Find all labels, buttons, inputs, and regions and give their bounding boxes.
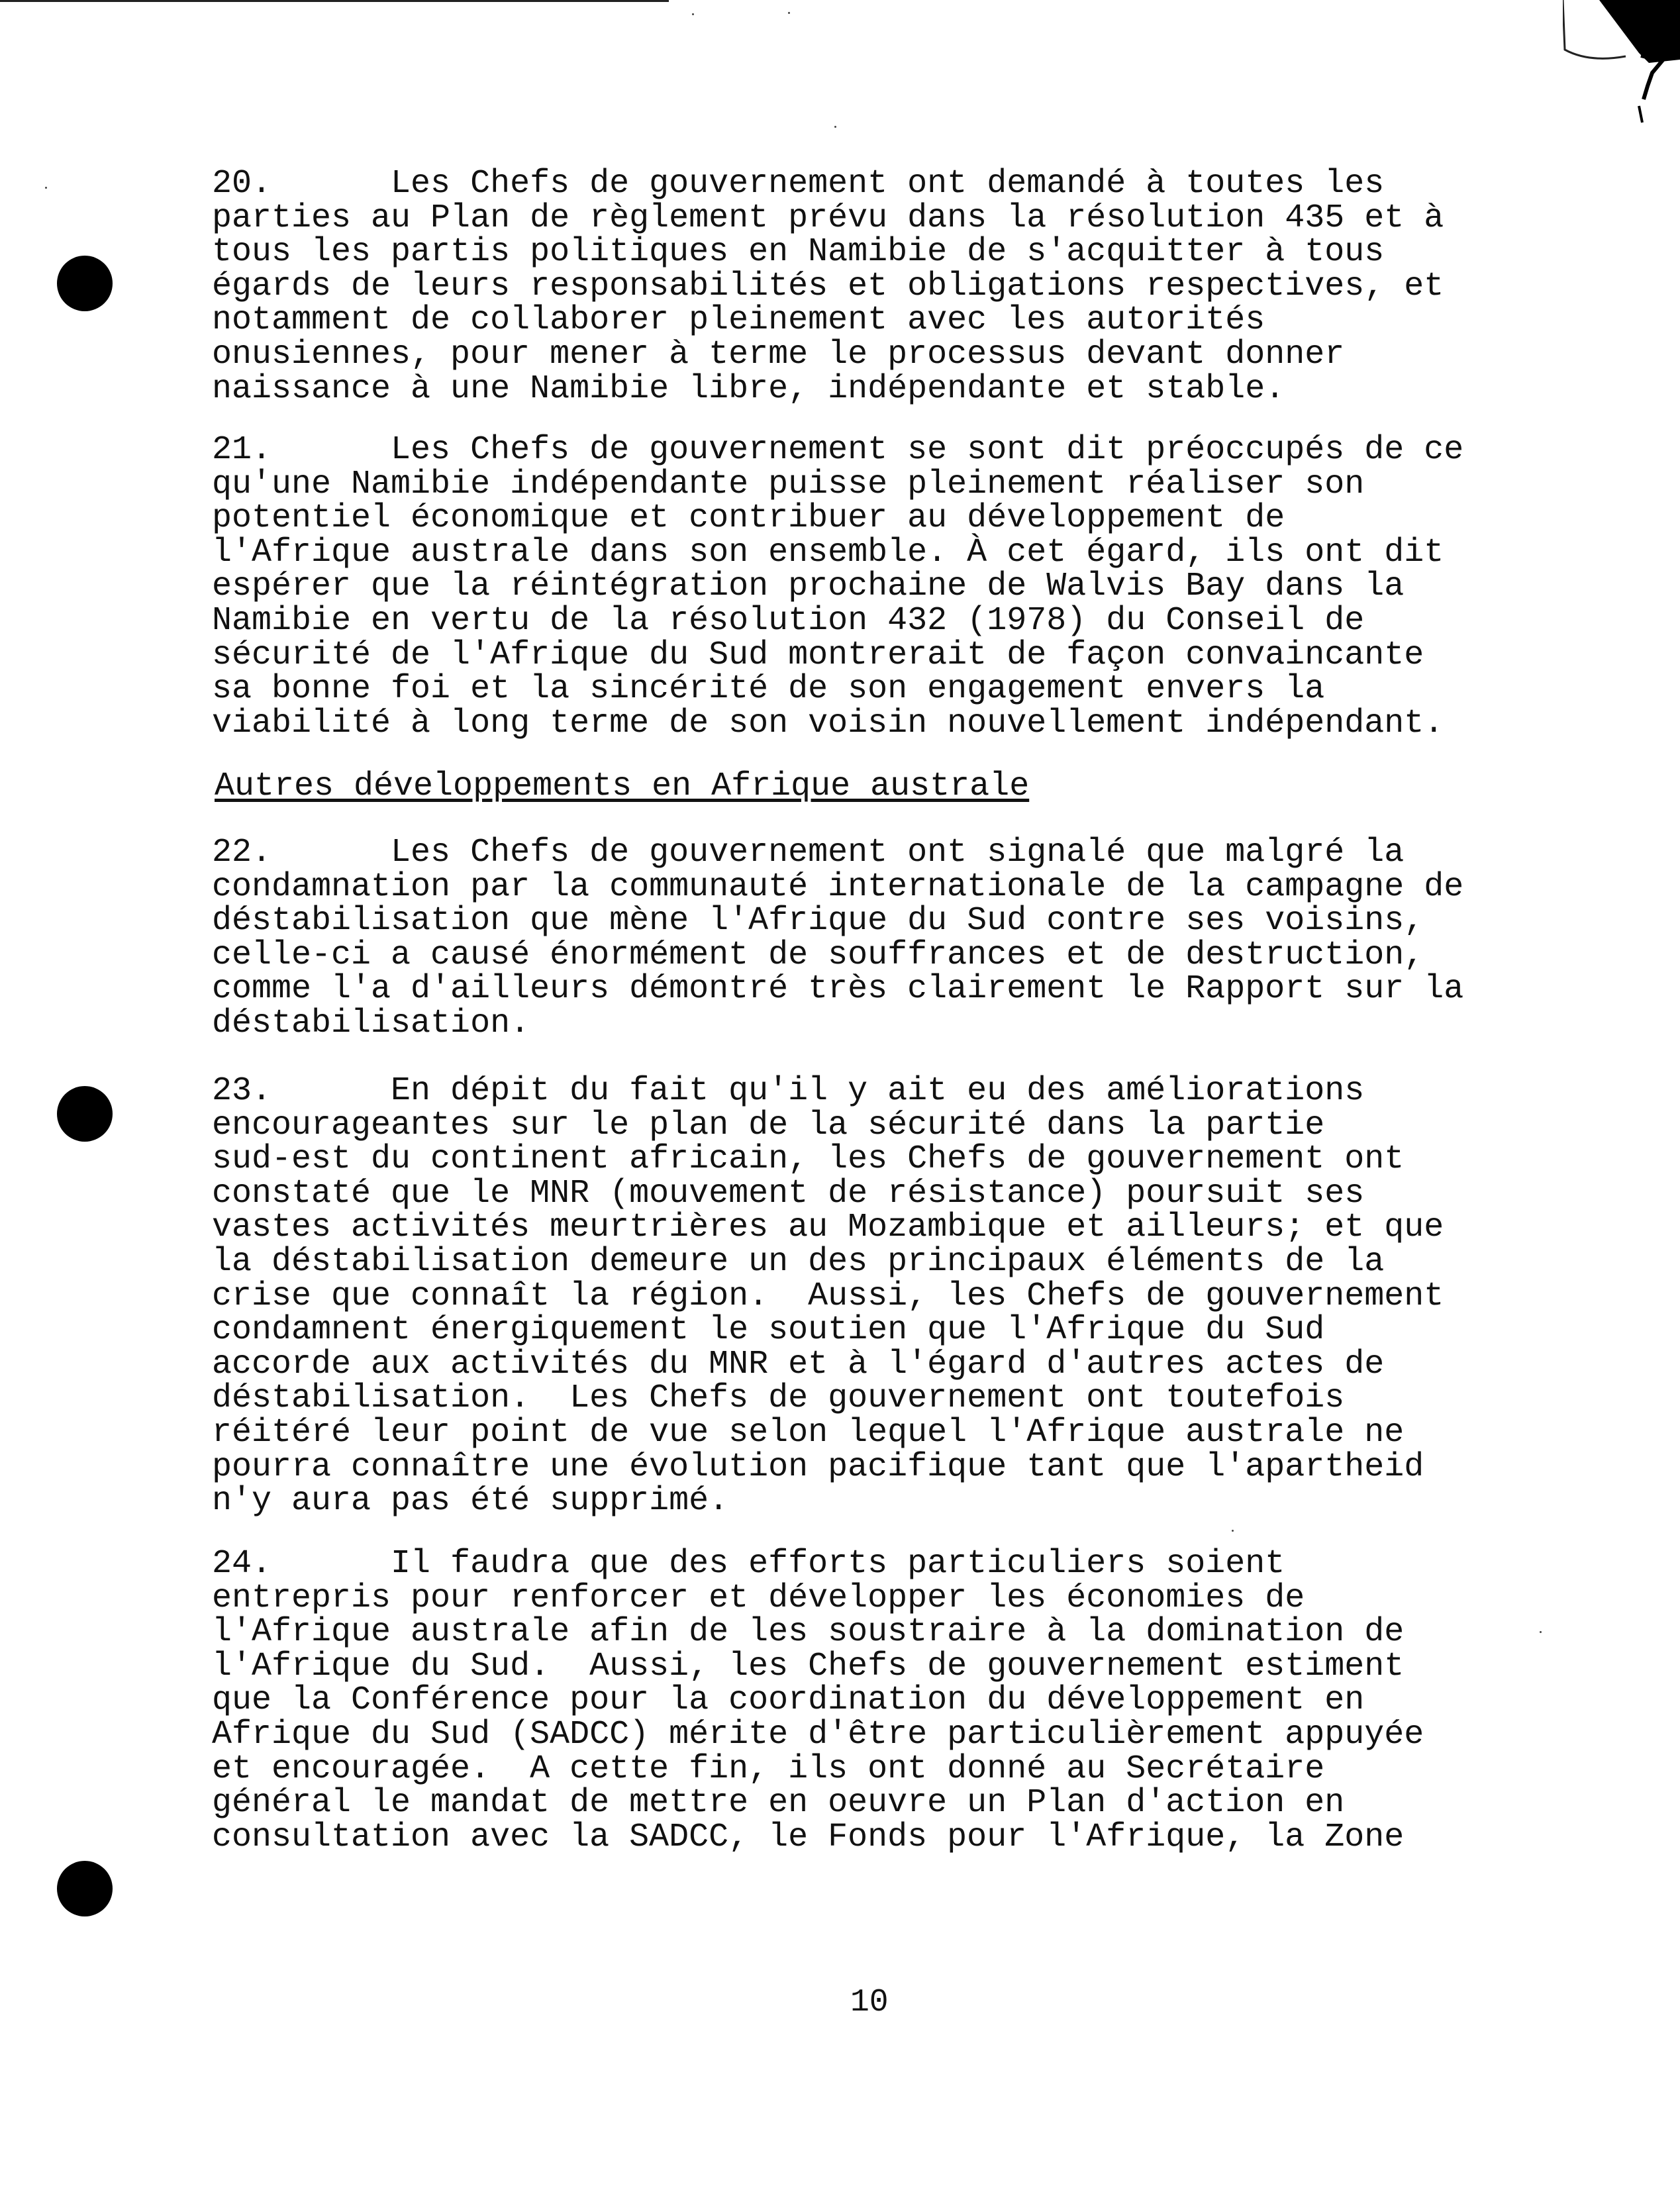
paragraph-20: 20. Les Chefs de gouvernement ont demandé à toutes les parties au Plan de règlement prévu dans la résolution 435 et à tous les partis politiques en Namibie de s'acquitter à tous égards de leurs responsabilités et obligations respectives, et notamment de collaborer pleinement avec les autorités onusiennes, pour mener à terme le processus devant donner naissance à une Namibie libre, indépendante et stable.: [212, 165, 1444, 408]
paragraph-23: 23. En dépit du fait qu'il y ait eu des améliorations encourageantes sur le plan de la sécurité dans la partie sud-est du continent africain, les Chefs de gouvernement ont constaté que le MNR (mouvement de résistance) poursuit ses vastes activités meurtrières au Mozambique et ailleurs; et que la déstabilisation demeure un des principaux éléments de la crise que connaît la région. Aussi, les Chefs de gouvernement condamnent énergiquement le soutien que l'Afrique du Sud accorde aux activités du MNR et à l'égard d'autres actes de déstabilisation. Les Chefs de gouvernement ont toutefois réitéré leur point de vue selon lequel l'Afrique australe ne pourra connaître une évolution pacifique tant que l'apartheid n'y aura pas été supprimé.: [212, 1072, 1444, 1520]
paragraph-24: 24. Il faudra que des efforts particuliers soient entrepris pour renforcer et développer les économies de l'Afrique australe afin de les soustraire à la domination de l'Afrique du Sud. Aussi, les Chefs de gouvernement estiment que la Conférence pour la coordination du développement en Afrique du Sud (SADCC) mérite d'être particulièrement appuyée et encouragée. A cette fin, ils ont donné au Secrétaire général le mandat de mettre en oeuvre un Plan d'action en consultation avec la SADCC, le Fonds pour l'Afrique, la Zone: [212, 1545, 1424, 1856]
folded-corner-mark: [1563, 0, 1680, 132]
punch-hole-top: [57, 256, 113, 311]
scan-speck: [834, 126, 836, 128]
scan-speck: [788, 12, 790, 14]
paragraph-21: 21. Les Chefs de gouvernement se sont dit préoccupés de ce qu'une Namibie indépendante puisse pleinement réaliser son potentiel économique et contribuer au développement de l'Afrique australe dans son ensemble. À cet égard, ils ont dit espérer que la réintégration prochaine de Walvis Bay dans la Namibie en vertu de la résolution 432 (1978) du Conseil de sécurité de l'Afrique du Sud montrerait de façon convaincante sa bonne foi et la sincérité de son engagement envers la viabilité à long terme de son voisin nouvellement indépendant.: [212, 431, 1464, 742]
page-number: 10: [850, 1985, 889, 2020]
scan-edge-line: [0, 0, 669, 2]
scan-speck: [1540, 1631, 1542, 1633]
scan-speck: [692, 13, 694, 15]
scan-speck: [45, 187, 47, 189]
paragraph-22: 22. Les Chefs de gouvernement ont signalé que malgré la condamnation par la communauté internationale de la campagne de déstabilisation que mène l'Afrique du Sud contre ses voisins, celle-ci a causé énormément de souffrances et de destruction, comme l'a d'ailleurs démontré très clairement le Rapport sur la déstabilisation.: [212, 834, 1464, 1042]
section-heading: Autres développements en Afrique australe: [215, 768, 1030, 805]
punch-hole-middle: [57, 1086, 113, 1142]
scan-speck: [1232, 1530, 1234, 1532]
punch-hole-bottom: [57, 1861, 113, 1916]
